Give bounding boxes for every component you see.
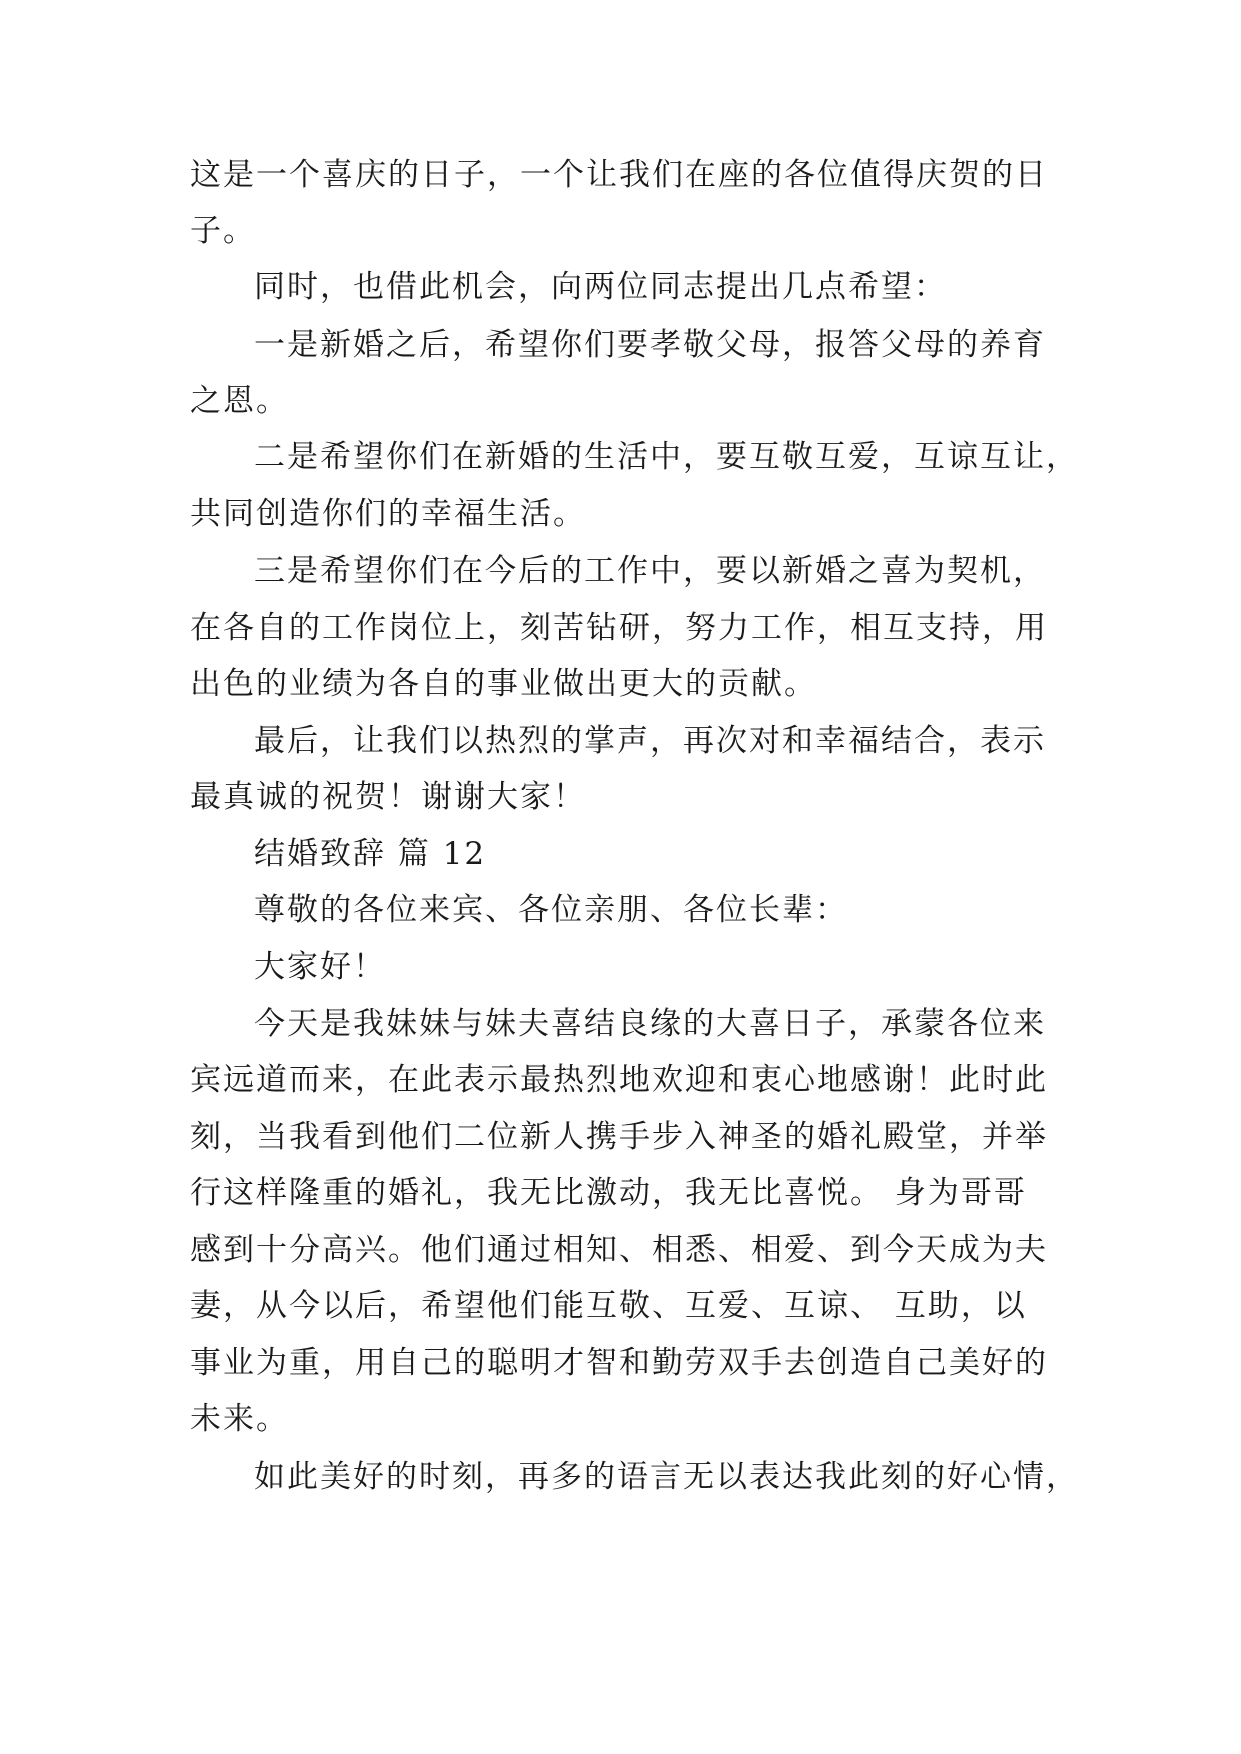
text-line-1: 这是一个喜庆的日子，一个让我们在座的各位值得庆贺的日: [190, 157, 1048, 193]
text-line-7: 共同创造你们的幸福生活。: [190, 496, 586, 532]
text-line-22: 事业为重，用自己的聪明才智和勤劳双手去创造自己美好的: [190, 1345, 1048, 1381]
text-line-10: 出色的业绩为各自的事业做出更大的贡献。: [190, 666, 817, 702]
text-line-18: 刻，当我看到他们二位新人携手步入神圣的婚礼殿堂，并举: [190, 1119, 1048, 1155]
text-line-19: 行这样隆重的婚礼，我无比激动，我无比喜悦。 身为哥哥: [190, 1175, 1027, 1211]
text-line-15: 大家好！: [254, 949, 386, 985]
section-heading: 结婚致辞 篇 12: [254, 836, 487, 872]
text-line-21: 妻，从今以后，希望他们能互敬、互爱、互谅、 互助，以: [190, 1288, 1027, 1324]
text-line-5: 之恩。: [190, 383, 289, 419]
text-line-20: 感到十分高兴。他们通过相知、相悉、相爱、到今天成为夫: [190, 1232, 1048, 1268]
text-line-4: 一是新婚之后，希望你们要孝敬父母，报答父母的养育: [254, 327, 1046, 363]
text-line-14: 尊敬的各位来宾、各位亲朋、各位长辈：: [254, 892, 848, 928]
text-line-11: 最后，让我们以热烈的掌声，再次对和幸福结合，表示: [254, 723, 1046, 759]
text-line-2: 子。: [190, 213, 256, 249]
text-line-8: 三是希望你们在今后的工作中，要以新婚之喜为契机，: [254, 553, 1046, 589]
text-line-12: 最真诚的祝贺！谢谢大家！: [190, 779, 586, 815]
text-line-3: 同时，也借此机会，向两位同志提出几点希望：: [254, 269, 947, 305]
text-line-24: 如此美好的时刻，再多的语言无以表达我此刻的好心情，: [254, 1459, 1079, 1495]
text-line-6: 二是希望你们在新婚的生活中，要互敬互爱，互谅互让，: [254, 439, 1079, 475]
text-line-9: 在各自的工作岗位上，刻苦钻研，努力工作，相互支持，用: [190, 610, 1048, 646]
text-line-23: 未来。: [190, 1401, 289, 1437]
text-line-17: 宾远道而来，在此表示最热烈地欢迎和衷心地感谢！此时此: [190, 1062, 1048, 1098]
text-line-16: 今天是我妹妹与妹夫喜结良缘的大喜日子，承蒙各位来: [254, 1006, 1046, 1042]
